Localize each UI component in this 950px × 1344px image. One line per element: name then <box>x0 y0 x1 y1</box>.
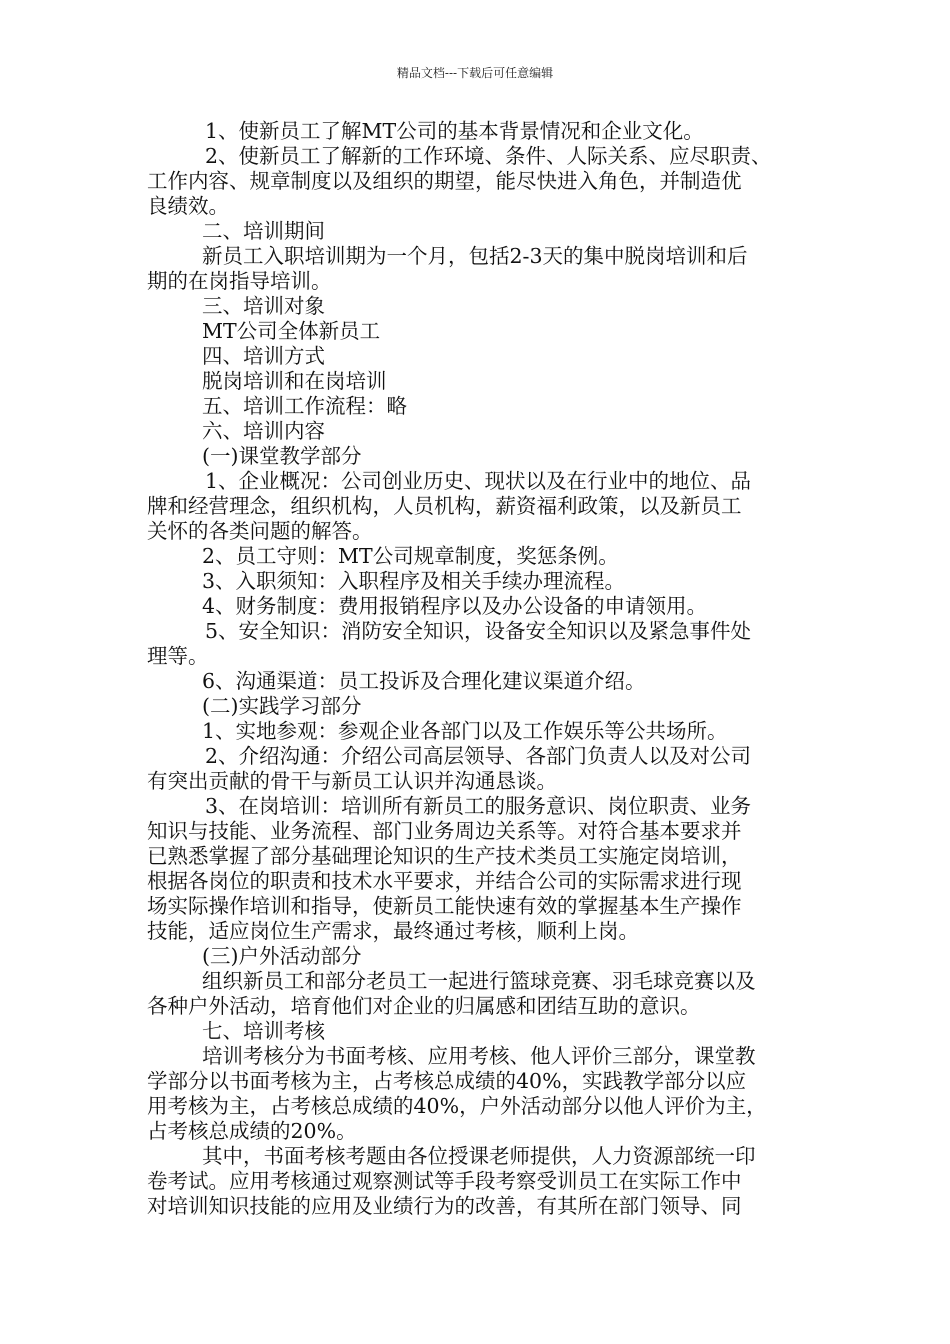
text-line: 根据各岗位的职责和技术水平要求，并结合公司的实际需求进行现 <box>147 869 742 893</box>
text-line: 各种户外活动，培育他们对企业的归属感和团结互助的意识。 <box>147 994 701 1018</box>
subsection-heading: (一)课堂教学部分 <box>202 444 362 468</box>
section-heading: 三、培训对象 <box>202 294 325 318</box>
text-line: 良绩效。 <box>147 194 229 218</box>
text-line: 牌和经营理念，组织机构，人员机构，薪资福利政策，以及新员工 <box>147 494 742 518</box>
text-line: 组织新员工和部分老员工一起进行篮球竞赛、羽毛球竞赛以及 <box>202 969 756 993</box>
text-line: 学部分以书面考核为主，占考核总成绩的40%，实践教学部分以应 <box>147 1069 747 1093</box>
text-line: 对培训知识技能的应用及业绩行为的改善，有其所在部门领导、同 <box>147 1194 742 1218</box>
text-line: 培训考核分为书面考核、应用考核、他人评价三部分，课堂教 <box>202 1044 756 1068</box>
text-line: 4、财务制度：费用报销程序以及办公设备的申请领用。 <box>202 594 708 618</box>
text-line: 场实际操作培训和指导，使新员工能快速有效的掌握基本生产操作 <box>147 894 742 918</box>
text-line: 3、入职须知：入职程序及相关手续办理流程。 <box>202 569 626 593</box>
page-header: 精品文档---下载后可任意编辑 <box>396 66 554 80</box>
text-line: 占考核总成绩的20%。 <box>147 1119 357 1143</box>
text-line: 期的在岗指导培训。 <box>147 269 332 293</box>
text-line: 其中，书面考核考题由各位授课老师提供，人力资源部统一印 <box>202 1144 756 1168</box>
text-line: 用考核为主，占考核总成绩的40%，户外活动部分以他人评价为主， <box>147 1094 767 1118</box>
text-line: 脱岗培训和在岗培训 <box>202 369 387 393</box>
text-line: 1、实地参观：参观企业各部门以及工作娱乐等公共场所。 <box>202 719 728 743</box>
text-line: 知识与技能、业务流程、部门业务周边关系等。对符合基本要求并 <box>147 819 742 843</box>
text-line: 理等。 <box>147 644 209 668</box>
subsection-heading: (二)实践学习部分 <box>202 694 362 718</box>
text-line: 2、介绍沟通：介绍公司高层领导、各部门负责人以及对公司 <box>205 744 752 768</box>
text-line: 1、使新员工了解MT公司的基本背景情况和企业文化。 <box>205 119 704 143</box>
text-line: 1、企业概况：公司创业历史、现状以及在行业中的地位、品 <box>205 469 752 493</box>
text-line: 已熟悉掌握了部分基础理论知识的生产技术类员工实施定岗培训， <box>147 844 742 868</box>
text-line: MT公司全体新员工 <box>202 319 381 343</box>
section-heading: 六、培训内容 <box>202 419 325 443</box>
subsection-heading: (三)户外活动部分 <box>202 944 362 968</box>
text-line: 工作内容、规章制度以及组织的期望，能尽快进入角色，并制造优 <box>147 169 742 193</box>
section-heading: 七、培训考核 <box>202 1019 325 1043</box>
text-line: 5、安全知识：消防安全知识，设备安全知识以及紧急事件处 <box>205 619 752 643</box>
text-line: 有突出贡献的骨干与新员工认识并沟通恳谈。 <box>147 769 557 793</box>
text-line: 卷考试。应用考核通过观察测试等手段考察受训员工在实际工作中 <box>147 1169 742 1193</box>
text-line: 2、员工守则：MT公司规章制度，奖惩条例。 <box>202 544 619 568</box>
section-heading: 二、培训期间 <box>202 219 325 243</box>
text-line: 3、在岗培训：培训所有新员工的服务意识、岗位职责、业务 <box>205 794 752 818</box>
document-body <box>147 119 815 1219</box>
section-heading: 四、培训方式 <box>202 344 325 368</box>
text-line: 关怀的各类问题的解答。 <box>147 519 373 543</box>
section-heading: 五、培训工作流程：略 <box>202 394 407 418</box>
text-line: 6、沟通渠道：员工投诉及合理化建议渠道介绍。 <box>202 669 646 693</box>
text-line: 2、使新员工了解新的工作环境、条件、人际关系、应尽职责、 <box>205 144 772 168</box>
text-line: 技能，适应岗位生产需求，最终通过考核，顺利上岗。 <box>147 919 639 943</box>
text-line: 新员工入职培训期为一个月，包括2-3天的集中脱岗培训和后 <box>202 244 748 268</box>
